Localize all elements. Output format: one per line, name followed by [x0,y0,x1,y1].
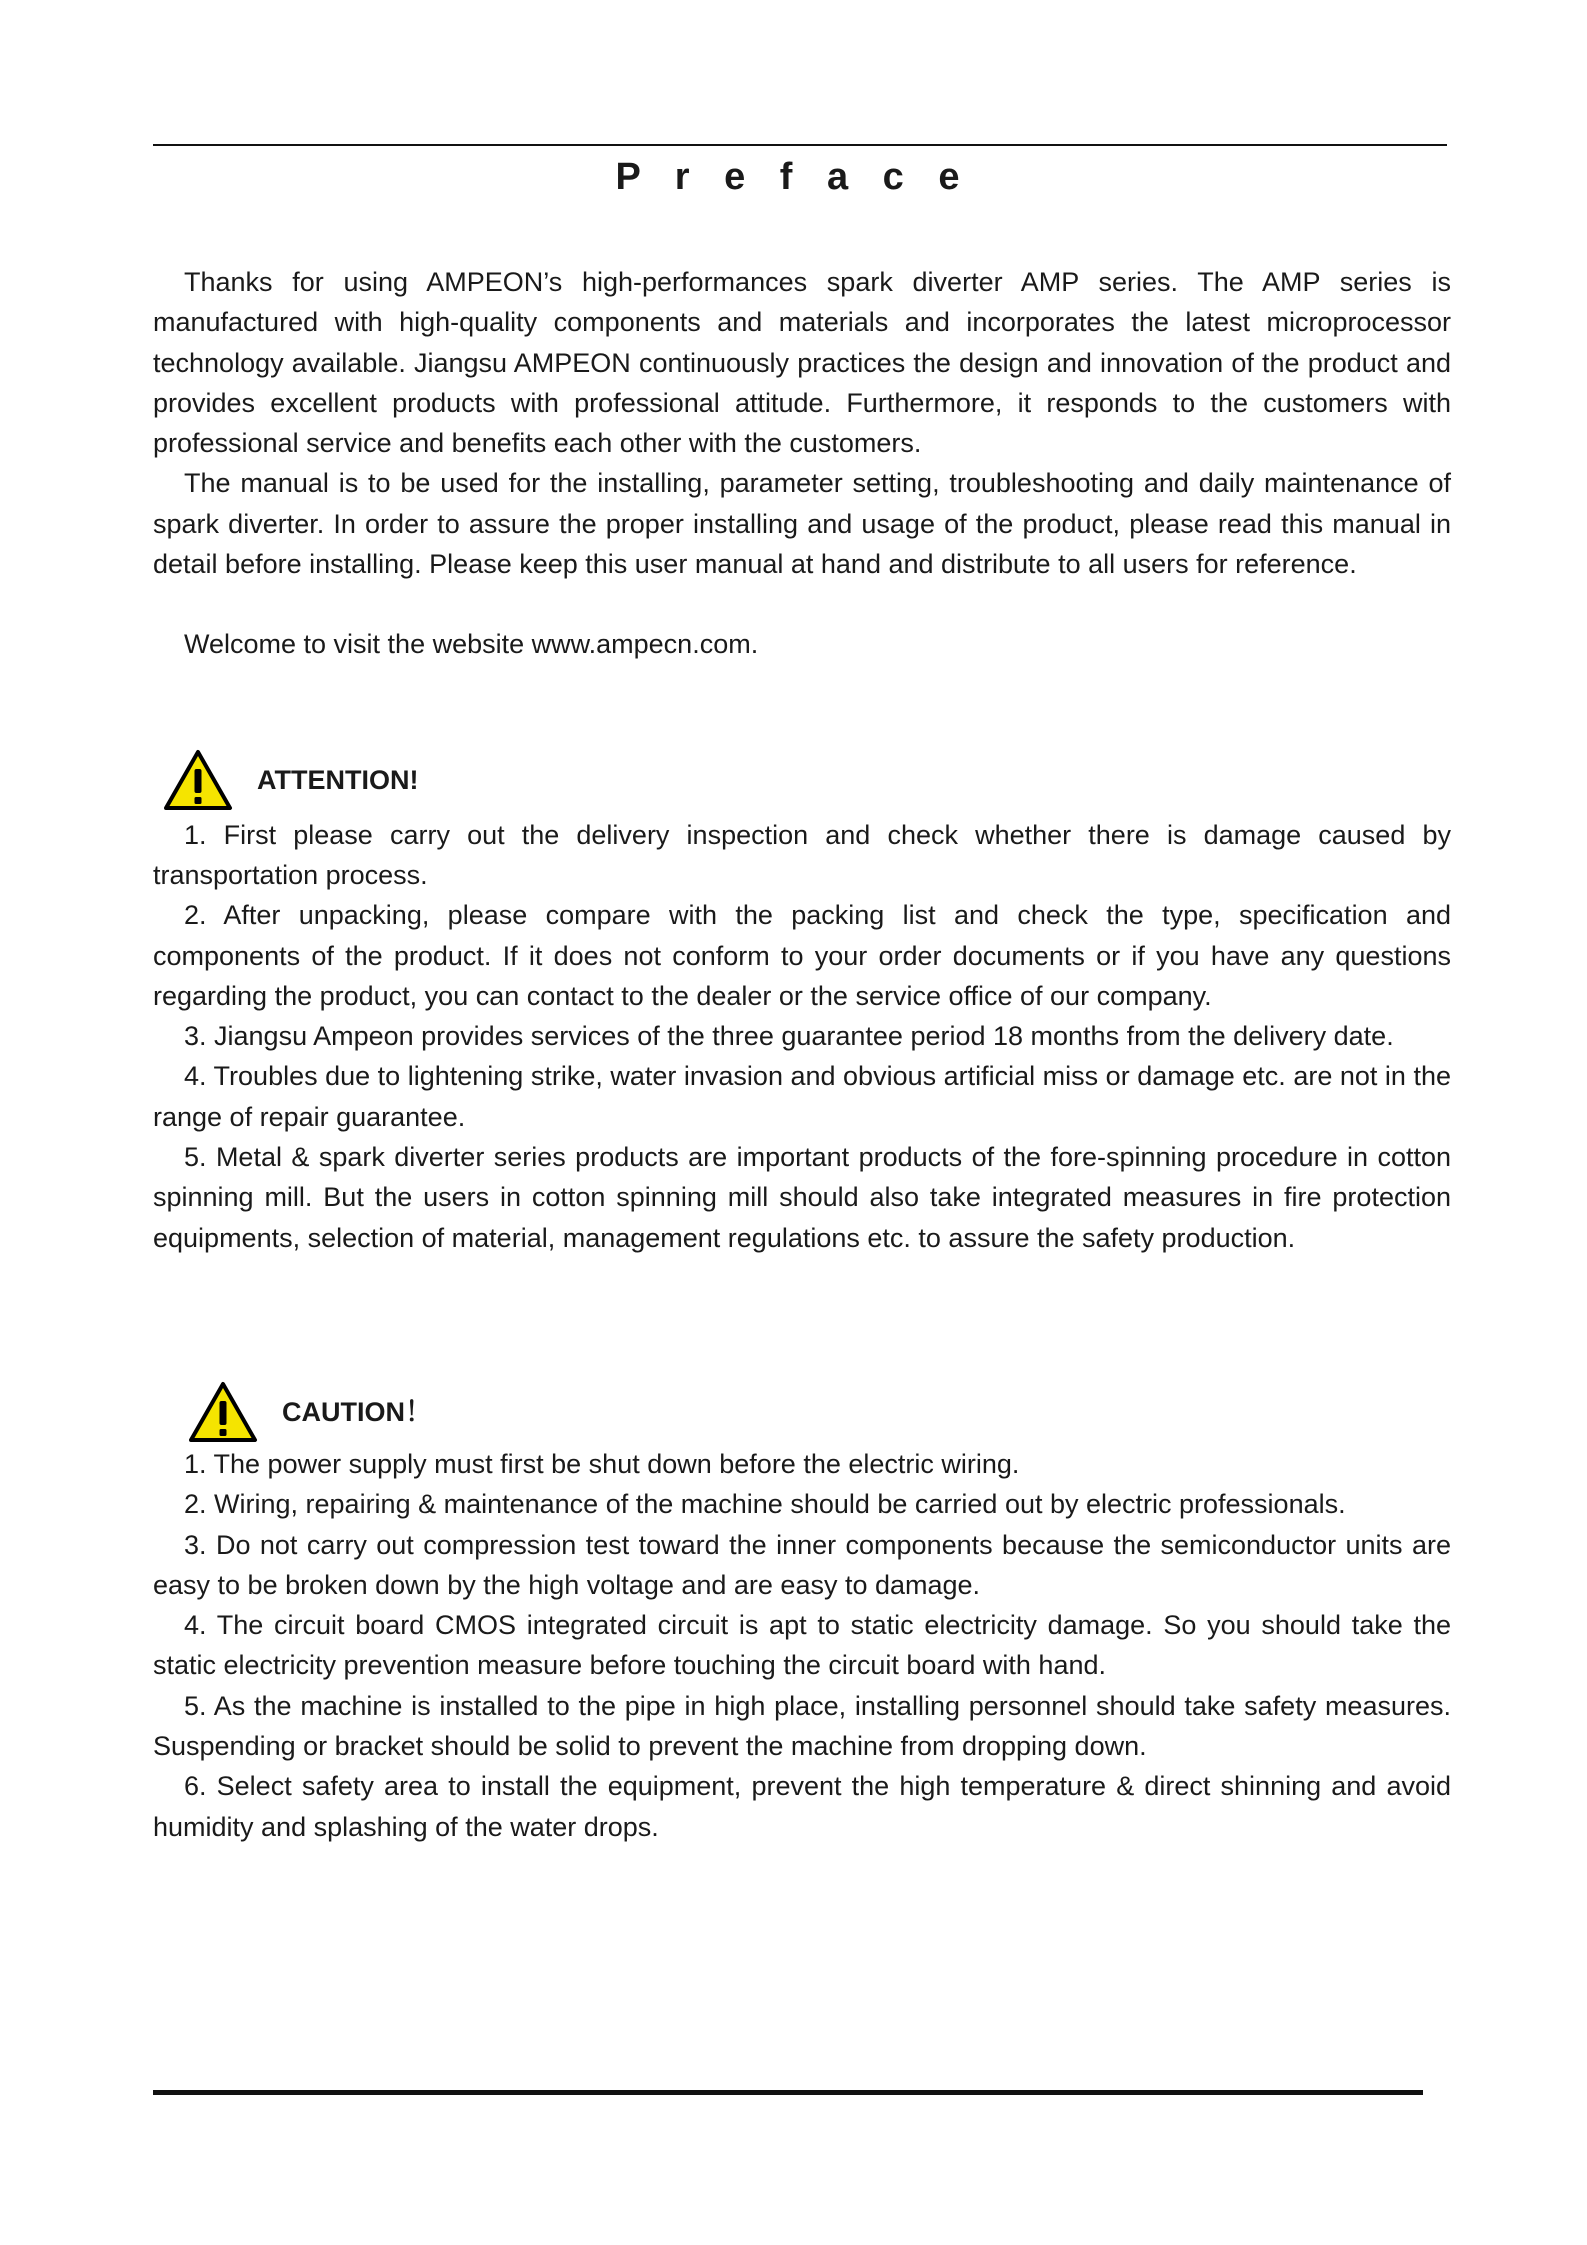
intro-paragraph: The manual is to be used for the installing, parameter setting, troubleshooting and daily maintenance of spark diverter. In order to assure the proper installing and usage of the product, please read this manual in detail before installing. Please keep this user manual at hand and distribute to all users for reference. [153,468,1451,580]
warning-triangle-icon [163,749,233,811]
attention-item: 5. Metal & spark diverter series products are important products of the fore-spinning procedure in cotton spinning mill. But the users in cotton spinning mill should also take integrated measures in fire protection equipments, selection of material, management regulations etc. to assure the safety production. [153,1142,1451,1253]
intro-paragraph: Thanks for using AMPEON’s high-performances spark diverter AMP series. The AMP series is manufactured with high-quality components and materials and incorporates the latest microprocessor technology available. Jiangsu AMPEON continuously practices the design and innovation of the product and provides excellent products with professional attitude. Furthermore, it responds to the customers with professional service and benefits each other with the customers. [153,267,1451,459]
warning-triangle-icon [188,1381,258,1443]
attention-item: 1. First please carry out the delivery inspection and check whether there is damage caused by transportation process. [153,819,1451,890]
caution-label: CAUTION！ [282,1396,432,1427]
caution-item: 4. The circuit board CMOS integrated circuit is apt to static electricity damage. So you should take the static electricity prevention measure before touching the circuit board with hand. [153,1610,1451,1681]
caution-item: 5. As the machine is installed to the pipe in high place, installing personnel should take safety measures. Suspending or bracket should be solid to prevent the machine from dropping down. [153,1690,1451,1762]
attention-label: ATTENTION! [257,764,419,795]
caution-item: 6. Select safety area to install the equipment, prevent the high temperature & direct shinning and avoid humidity and splashing of the water drops. [153,1771,1451,1842]
header-rule [153,144,1447,146]
website-line: Welcome to visit the website www.ampecn.com. [184,629,759,660]
caution-item: 3. Do not carry out compression test toward the inner components because the semiconductor units are easy to be broken down by the high voltage and are easy to damage. [153,1529,1451,1600]
attention-item: 2. After unpacking, please compare with the packing list and check the type, specification and components of the product. If it does not conform to your order documents or if you have any questions regarding the product, you can contact to the dealer or the service office of our company. [153,900,1451,1011]
caution-heading [188,1380,1451,1444]
document-body [153,262,1451,1847]
attention-item: 3. Jiangsu Ampeon provides services of the three guarantee period 18 months from the delivery date. [184,1021,1394,1052]
attention-item: 4. Troubles due to lightening strike, water invasion and obvious artificial miss or damage etc. are not in the range of repair guarantee. [153,1061,1451,1132]
footer-rule [153,2090,1423,2095]
caution-item: 1. The power supply must first be shut down before the electric wiring. [184,1448,1020,1479]
attention-heading [163,745,1451,815]
caution-item: 2. Wiring, repairing & maintenance of the machine should be carried out by electric professionals. [184,1489,1346,1520]
page-title: P r e f a c e [615,156,972,198]
